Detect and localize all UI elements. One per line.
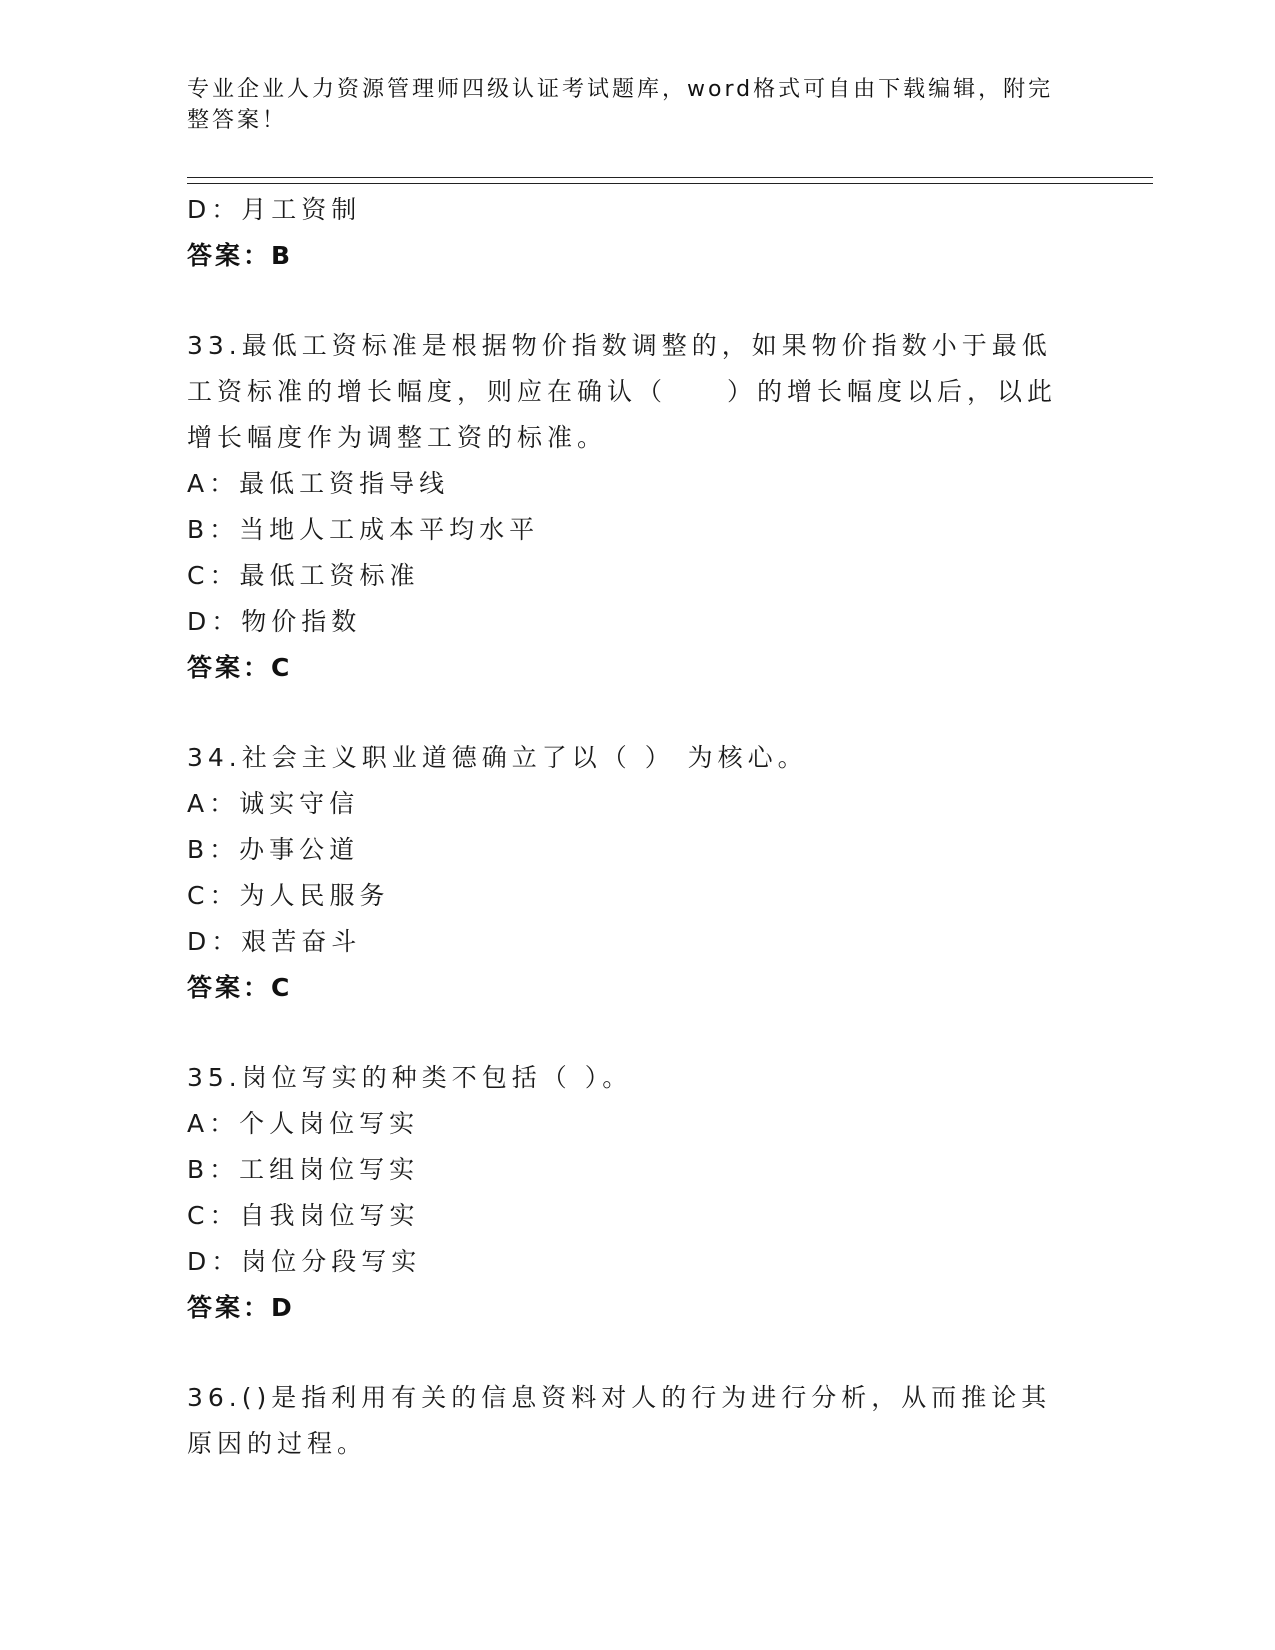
answer-line: 答案：B: [187, 241, 294, 270]
option-a: A：个人岗位写实: [187, 1109, 420, 1138]
option-a: A：诚实守信: [187, 789, 360, 818]
option-d: D：艰苦奋斗: [187, 927, 362, 956]
document-header: 专业企业人力资源管理师四级认证考试题库，word格式可自由下载编辑，附完整答案！: [187, 77, 1054, 133]
header-divider-bottom: [187, 183, 1153, 184]
option-b: B：当地人工成本平均水平: [187, 515, 540, 544]
question-text: 33.最低工资标准是根据物价指数调整的，如果物价指数小于最低工资标准的增长幅度，则应在确认（ ）的增长幅度以后，以此增长幅度作为调整工资的标准。: [187, 331, 1058, 452]
option-c: C：为人民服务: [187, 881, 390, 910]
question-text: 34.社会主义职业道德确立了以（ ） 为核心。: [187, 743, 808, 772]
option-c: C：自我岗位写实: [187, 1201, 420, 1230]
question-text: 35.岗位写实的种类不包括（ ）。: [187, 1063, 633, 1092]
option-b: B：办事公道: [187, 835, 360, 864]
option-c: C：最低工资标准: [187, 561, 420, 590]
option-d: D：月工资制: [187, 195, 362, 224]
option-b: B：工组岗位写实: [187, 1155, 420, 1184]
question-text: 36.()是指利用有关的信息资料对人的行为进行分析，从而推论其原因的过程。: [187, 1383, 1052, 1458]
answer-line: 答案：D: [187, 1293, 295, 1322]
question-list: [187, 187, 1087, 1467]
header-divider-top: [187, 177, 1153, 178]
option-d: D：岗位分段写实: [187, 1247, 422, 1276]
option-a: A：最低工资指导线: [187, 469, 450, 498]
option-d: D：物价指数: [187, 607, 362, 636]
answer-line: 答案：C: [187, 653, 293, 682]
answer-line: 答案：C: [187, 973, 293, 1002]
